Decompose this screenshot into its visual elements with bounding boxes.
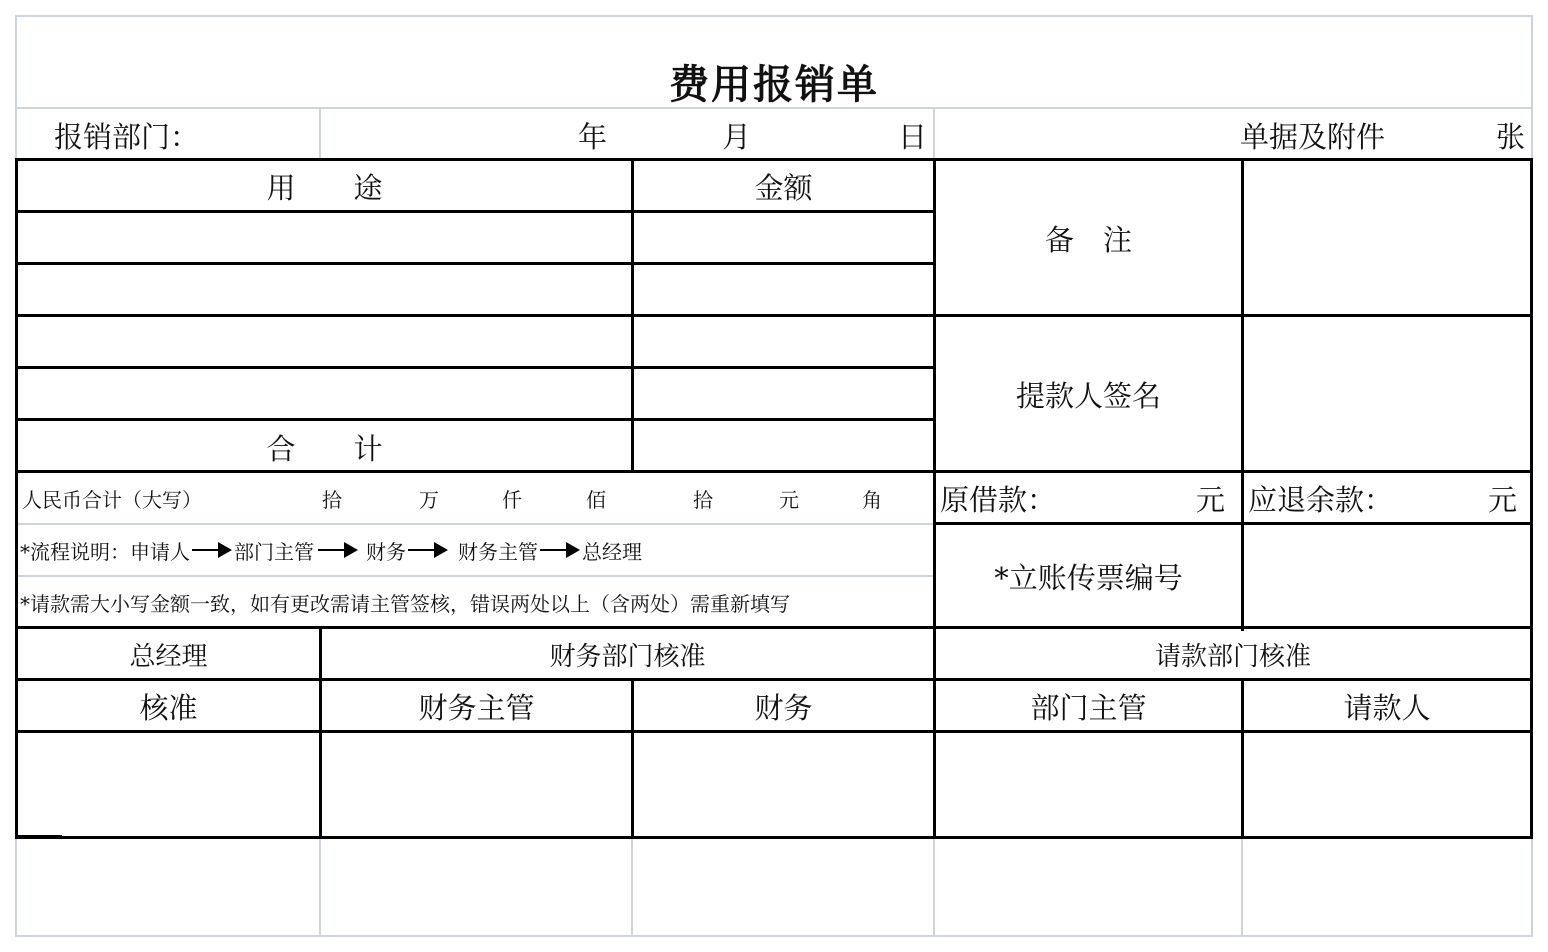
- signature-requester[interactable]: [1244, 733, 1530, 836]
- rmb-unit-bai: 佰: [586, 487, 606, 512]
- signature-approve[interactable]: [18, 733, 319, 836]
- amount-input-row-4[interactable]: [634, 369, 933, 418]
- rmb-total-label: 人民币合计（大写）: [22, 487, 202, 512]
- attachments-label: 单据及附件: [1240, 119, 1386, 154]
- process-step-applicant: 申请人: [130, 539, 190, 564]
- purpose-input-row-2[interactable]: [18, 265, 631, 314]
- refund-balance-label: 应退余款：: [1248, 482, 1394, 517]
- attachments-unit-label: 张: [1496, 119, 1526, 154]
- column-header-amount: 金额: [754, 170, 813, 205]
- rule-note: *请款需大小写金额一致，如有更改需请主管签核，错误两处以上（含两处）需重新填写: [20, 591, 790, 616]
- refund-balance-unit: 元: [1488, 482, 1518, 517]
- arrow-right-icon: [408, 542, 448, 558]
- approval-role-finance: 财务: [754, 690, 813, 725]
- process-step-finance-manager: 财务主管: [458, 539, 538, 564]
- refund-balance-input[interactable]: [1396, 473, 1484, 522]
- rmb-unit-jiao: 角: [862, 487, 882, 512]
- arrow-right-icon: [540, 542, 580, 558]
- purpose-input-row-1[interactable]: [18, 213, 631, 262]
- total-label: 合 计: [266, 431, 383, 466]
- arrow-right-icon: [318, 542, 358, 558]
- rmb-unit-shi: 拾: [693, 487, 713, 512]
- original-loan-label: 原借款：: [940, 482, 1057, 517]
- date-day-label: 日: [898, 119, 928, 154]
- rmb-unit-shi-wan: 拾: [322, 487, 342, 512]
- amount-input-row-1[interactable]: [634, 213, 933, 262]
- department-label: 报销部门：: [54, 119, 200, 154]
- approval-group-general-manager: 总经理: [129, 641, 208, 672]
- voucher-number-input[interactable]: [1244, 525, 1530, 626]
- voucher-number-label: *立账传票编号: [994, 560, 1183, 595]
- approval-role-approve: 核准: [139, 690, 198, 725]
- approval-group-finance: 财务部门核准: [549, 641, 706, 672]
- cell-cursor-mark: [16, 835, 62, 838]
- remarks-label: 备 注: [1044, 222, 1132, 257]
- signature-finance[interactable]: [634, 733, 933, 836]
- form-title: 费用报销单: [669, 60, 879, 108]
- signature-dept-manager[interactable]: [936, 733, 1241, 836]
- rmb-unit-yuan: 元: [779, 487, 799, 512]
- process-step-finance: 财务: [366, 539, 406, 564]
- process-note: [20, 525, 932, 575]
- original-loan-input[interactable]: [1060, 473, 1190, 522]
- payee-signature-label: 提款人签名: [1015, 378, 1161, 413]
- amount-input-row-3[interactable]: [634, 317, 933, 366]
- column-header-purpose: 用 途: [266, 170, 383, 205]
- date-year-label: 年: [578, 119, 608, 154]
- payee-signature-input[interactable]: [1244, 317, 1530, 470]
- total-amount-input[interactable]: [634, 421, 933, 470]
- remarks-input[interactable]: [1244, 161, 1530, 314]
- approval-role-dept-manager: 部门主管: [1030, 690, 1147, 725]
- approval-role-finance-manager: 财务主管: [418, 690, 535, 725]
- attachments-count-input[interactable]: [1400, 110, 1492, 158]
- purpose-input-row-4[interactable]: [18, 369, 631, 418]
- arrow-right-icon: [192, 542, 232, 558]
- date-field[interactable]: [322, 110, 932, 158]
- rmb-unit-wan: 万: [419, 487, 439, 512]
- purpose-input-row-3[interactable]: [18, 317, 631, 366]
- original-loan-unit: 元: [1196, 482, 1226, 517]
- department-input[interactable]: [200, 110, 318, 158]
- rmb-unit-qian: 仟: [502, 487, 522, 512]
- signature-finance-manager[interactable]: [322, 733, 631, 836]
- process-step-dept-manager: 部门主管: [234, 539, 314, 564]
- date-month-label: 月: [722, 119, 752, 154]
- approval-role-requester: 请款人: [1343, 690, 1431, 725]
- amount-input-row-2[interactable]: [634, 265, 933, 314]
- process-step-general-manager: 总经理: [582, 539, 642, 564]
- process-note-prefix: *流程说明：: [20, 539, 130, 564]
- approval-group-requesting-dept: 请款部门核准: [1154, 641, 1311, 672]
